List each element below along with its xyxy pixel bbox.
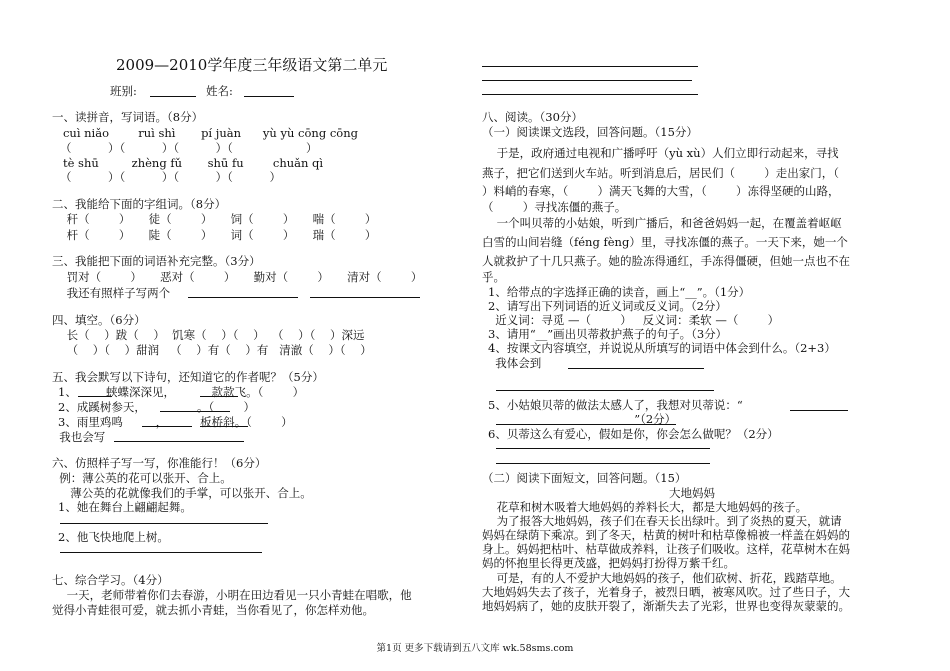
answer-line-top3[interactable]	[482, 94, 698, 95]
answer-line-top1[interactable]	[482, 66, 698, 67]
q1-pinyin-row2: tè shū zhèng fǔ shū fu chuǎn qì	[52, 156, 324, 170]
q2-heading: 二、我能给下面的字组词。（8分）	[52, 197, 227, 211]
q5-blank3a[interactable]	[142, 426, 192, 427]
q8-4-line[interactable]	[496, 390, 714, 391]
q5-item1[interactable]: 1、 蛱蝶深深见， 款款飞。（ ）	[58, 385, 305, 399]
passage2-line3: 妈妈在绿荫下乘凉。到了冬天，枯黄的树叶和枯草像棉被一样盖在妈妈的	[482, 528, 850, 542]
q5-blank2[interactable]	[160, 411, 230, 412]
q3-heading: 三、我能把下面的词语补充完整。（3分）	[52, 254, 261, 268]
passage2-line1: 花草和树木吸着大地妈妈的养料长大，都是大地妈妈的孩子。	[482, 500, 808, 514]
q6-answer1[interactable]	[60, 523, 268, 524]
answer-line-top2[interactable]	[482, 80, 692, 81]
q8-5-end: ”（2分）	[488, 412, 677, 426]
q8-1: 1、给带点的字选择正确的读音，画上“__”。（1分）	[488, 285, 751, 299]
q8-part1-heading: （一）阅读课文选段，回答问题。（15分）	[482, 125, 698, 139]
passage1-line8: 乎。	[482, 270, 505, 284]
q3-row2: 我还有照样子写两个	[52, 286, 171, 300]
q4-row2[interactable]: （ ）（ ）甜润 （ ）有（ ）有 清澈（ ）（ ）	[52, 343, 372, 357]
q2-row1[interactable]: 秆（ ） 徒（ ） 饲（ ） 喘（ ）	[52, 212, 377, 226]
q8-4-blank[interactable]	[568, 368, 704, 369]
q3-blank2[interactable]	[310, 297, 420, 298]
q5-blank3b[interactable]	[200, 426, 248, 427]
q5-blank1b[interactable]	[200, 396, 238, 397]
passage1-line1: 于是，政府通过电视和广播呼吁（yù xù）人们立即行动起来，寻找	[482, 146, 839, 160]
q6-example1: 例：薄公英的花可以张开、合上。	[52, 471, 232, 485]
q6-item1: 1、她在舞台上翩翩起舞。	[58, 500, 192, 514]
q8-5: 5、小姑娘贝蒂的做法太感人了，我想对贝蒂说：“	[488, 398, 743, 412]
q8-6-line1[interactable]	[496, 448, 710, 449]
q8-part2-heading: （二）阅读下面短文，回答问题。（15）	[482, 471, 687, 485]
name-label: 姓名:	[206, 84, 233, 98]
class-blank[interactable]	[150, 96, 196, 97]
q1-blanks-row2[interactable]: （ ）（ ）（ ）（ ）	[60, 170, 281, 184]
q8-4-answer: 我体会到	[488, 356, 542, 370]
q8-3: 3、请用“__”画出贝蒂救护燕子的句子。（3分）	[488, 327, 728, 341]
q8-6-line2[interactable]	[496, 463, 710, 464]
q7-heading: 七、综合学习。（4分）	[52, 573, 169, 587]
q5-item3[interactable]: 3、雨里鸡鸣 ， 板桥斜。（ ）	[58, 415, 293, 429]
q1-blanks-row1[interactable]: （ ）（ ）（ ）（ ）	[60, 141, 318, 155]
q6-item2: 2、他飞快地爬上树。	[58, 530, 169, 544]
passage2-line2: 为了报答大地妈妈，孩子们在春天长出绿叶。到了炎热的夏天，就请	[482, 514, 842, 528]
q5-item2[interactable]: 2、成蹊树参天， 。（ ）	[58, 400, 255, 414]
q6-answer2[interactable]	[60, 552, 262, 553]
q7-text2: 觉得小青蛙很可爱，就去抓小青蛙，当你看见了，你怎样劝他。	[52, 603, 374, 617]
passage2-title: 大地妈妈	[669, 486, 715, 500]
q5-blank1a[interactable]	[78, 396, 112, 397]
q8-2: 2、请写出下列词语的近义词或反义词。（2分）	[488, 299, 727, 313]
q4-heading: 四、填空。（6分）	[52, 313, 146, 327]
class-label: 班别:	[110, 84, 137, 98]
q8-2-answers[interactable]: 近义词：寻觅 —（ ） 反义词：柔软 —（ ）	[488, 313, 780, 327]
passage1-line2[interactable]: 燕子，把它们送到火车站。听到消息后，居民们（ ）走出家门，（	[482, 166, 839, 180]
passage1-line4[interactable]: （ ）寻找冻僵的燕子。	[482, 200, 627, 214]
page-footer: 第1页 更多下载请到五八文库 wk.58sms.com	[376, 643, 574, 654]
q5-extra: 我也会写	[52, 430, 106, 444]
passage1-line3[interactable]: ）料峭的春寒，（ ）满天飞舞的大雪，（ ）冻得坚硬的山路，	[482, 184, 840, 198]
q5-extra-blank[interactable]	[114, 441, 244, 442]
name-blank[interactable]	[244, 96, 294, 97]
q7-text1: 一天，老师带着你们去春游，小明在田边看见一只小青蛙在唱歌，他	[52, 588, 412, 602]
q8-6: 6、贝蒂这么有爱心，假如是你，你会怎么做呢？（2分）	[488, 427, 779, 441]
passage2-line7: 大地妈妈失去了孩子，光着身子，被烈日晒，被寒风吹。过了些日子，大	[482, 585, 850, 599]
q5-heading: 五、我会默写以下诗句，还知道它的作者呢？（5分）	[52, 370, 324, 384]
q6-example2: 薄公英的花就像我们的手掌，可以张开、合上。	[52, 486, 312, 500]
passage2-line5: 妈的怀抱里长得更茂盛，把妈妈打扮得万紫千红。	[482, 556, 735, 570]
page-title: 2009—2010学年度三年级语文第二单元	[116, 56, 388, 74]
q8-5-blank1[interactable]	[790, 410, 848, 411]
passage1-line5: 一个叫贝蒂的小姑娘，听到广播后，和爸爸妈妈一起，在覆盖着岖岖	[482, 216, 842, 230]
q1-heading: 一、读拼音，写词语。（8分）	[52, 110, 204, 124]
q2-row2[interactable]: 杆（ ） 陡（ ） 词（ ） 瑞（ ）	[52, 228, 377, 242]
passage2-line8: 地妈妈病了，她的皮肤开裂了，渐渐失去了光彩，世界也变得灰蒙蒙的。	[482, 599, 850, 613]
q8-4: 4、按课文内容填空，并说说从所填写的词语中体会到什么。（2+3）	[488, 341, 836, 355]
passage2-line4: 身上。妈妈把枯叶、枯草做成养料，让孩子们吸收。这样，花草树木在妈	[482, 542, 850, 556]
q3-row1[interactable]: 罚对（ ） 恶对（ ） 勤对（ ） 清对（ ）	[52, 270, 423, 284]
q8-heading: 八、阅读。（30分）	[482, 110, 583, 124]
q4-row1[interactable]: 长（ ）跋（ ） 饥寒（ ）（ ） （ ）（ ）深远	[52, 328, 365, 342]
passage1-line6: 白雪的山间岩缝（féng fèng）里，寻找冻僵的燕子。一天下来，她一个	[482, 235, 848, 249]
q6-heading: 六、仿照样子写一写，你准能行！（6分）	[52, 456, 267, 470]
passage2-line6: 可是，有的人不爱护大地妈妈的孩子，他们砍树、折花，践踏草地。	[482, 571, 842, 585]
q1-pinyin-row1: cuì niǎo ruì shì pí juàn yù yù cōng cōng	[52, 126, 358, 140]
q3-blank1[interactable]	[188, 297, 298, 298]
passage1-line7: 人就救护了十几只燕子。她的脸冻得通红，手冻得僵硬，但她一点也不在	[482, 254, 850, 268]
